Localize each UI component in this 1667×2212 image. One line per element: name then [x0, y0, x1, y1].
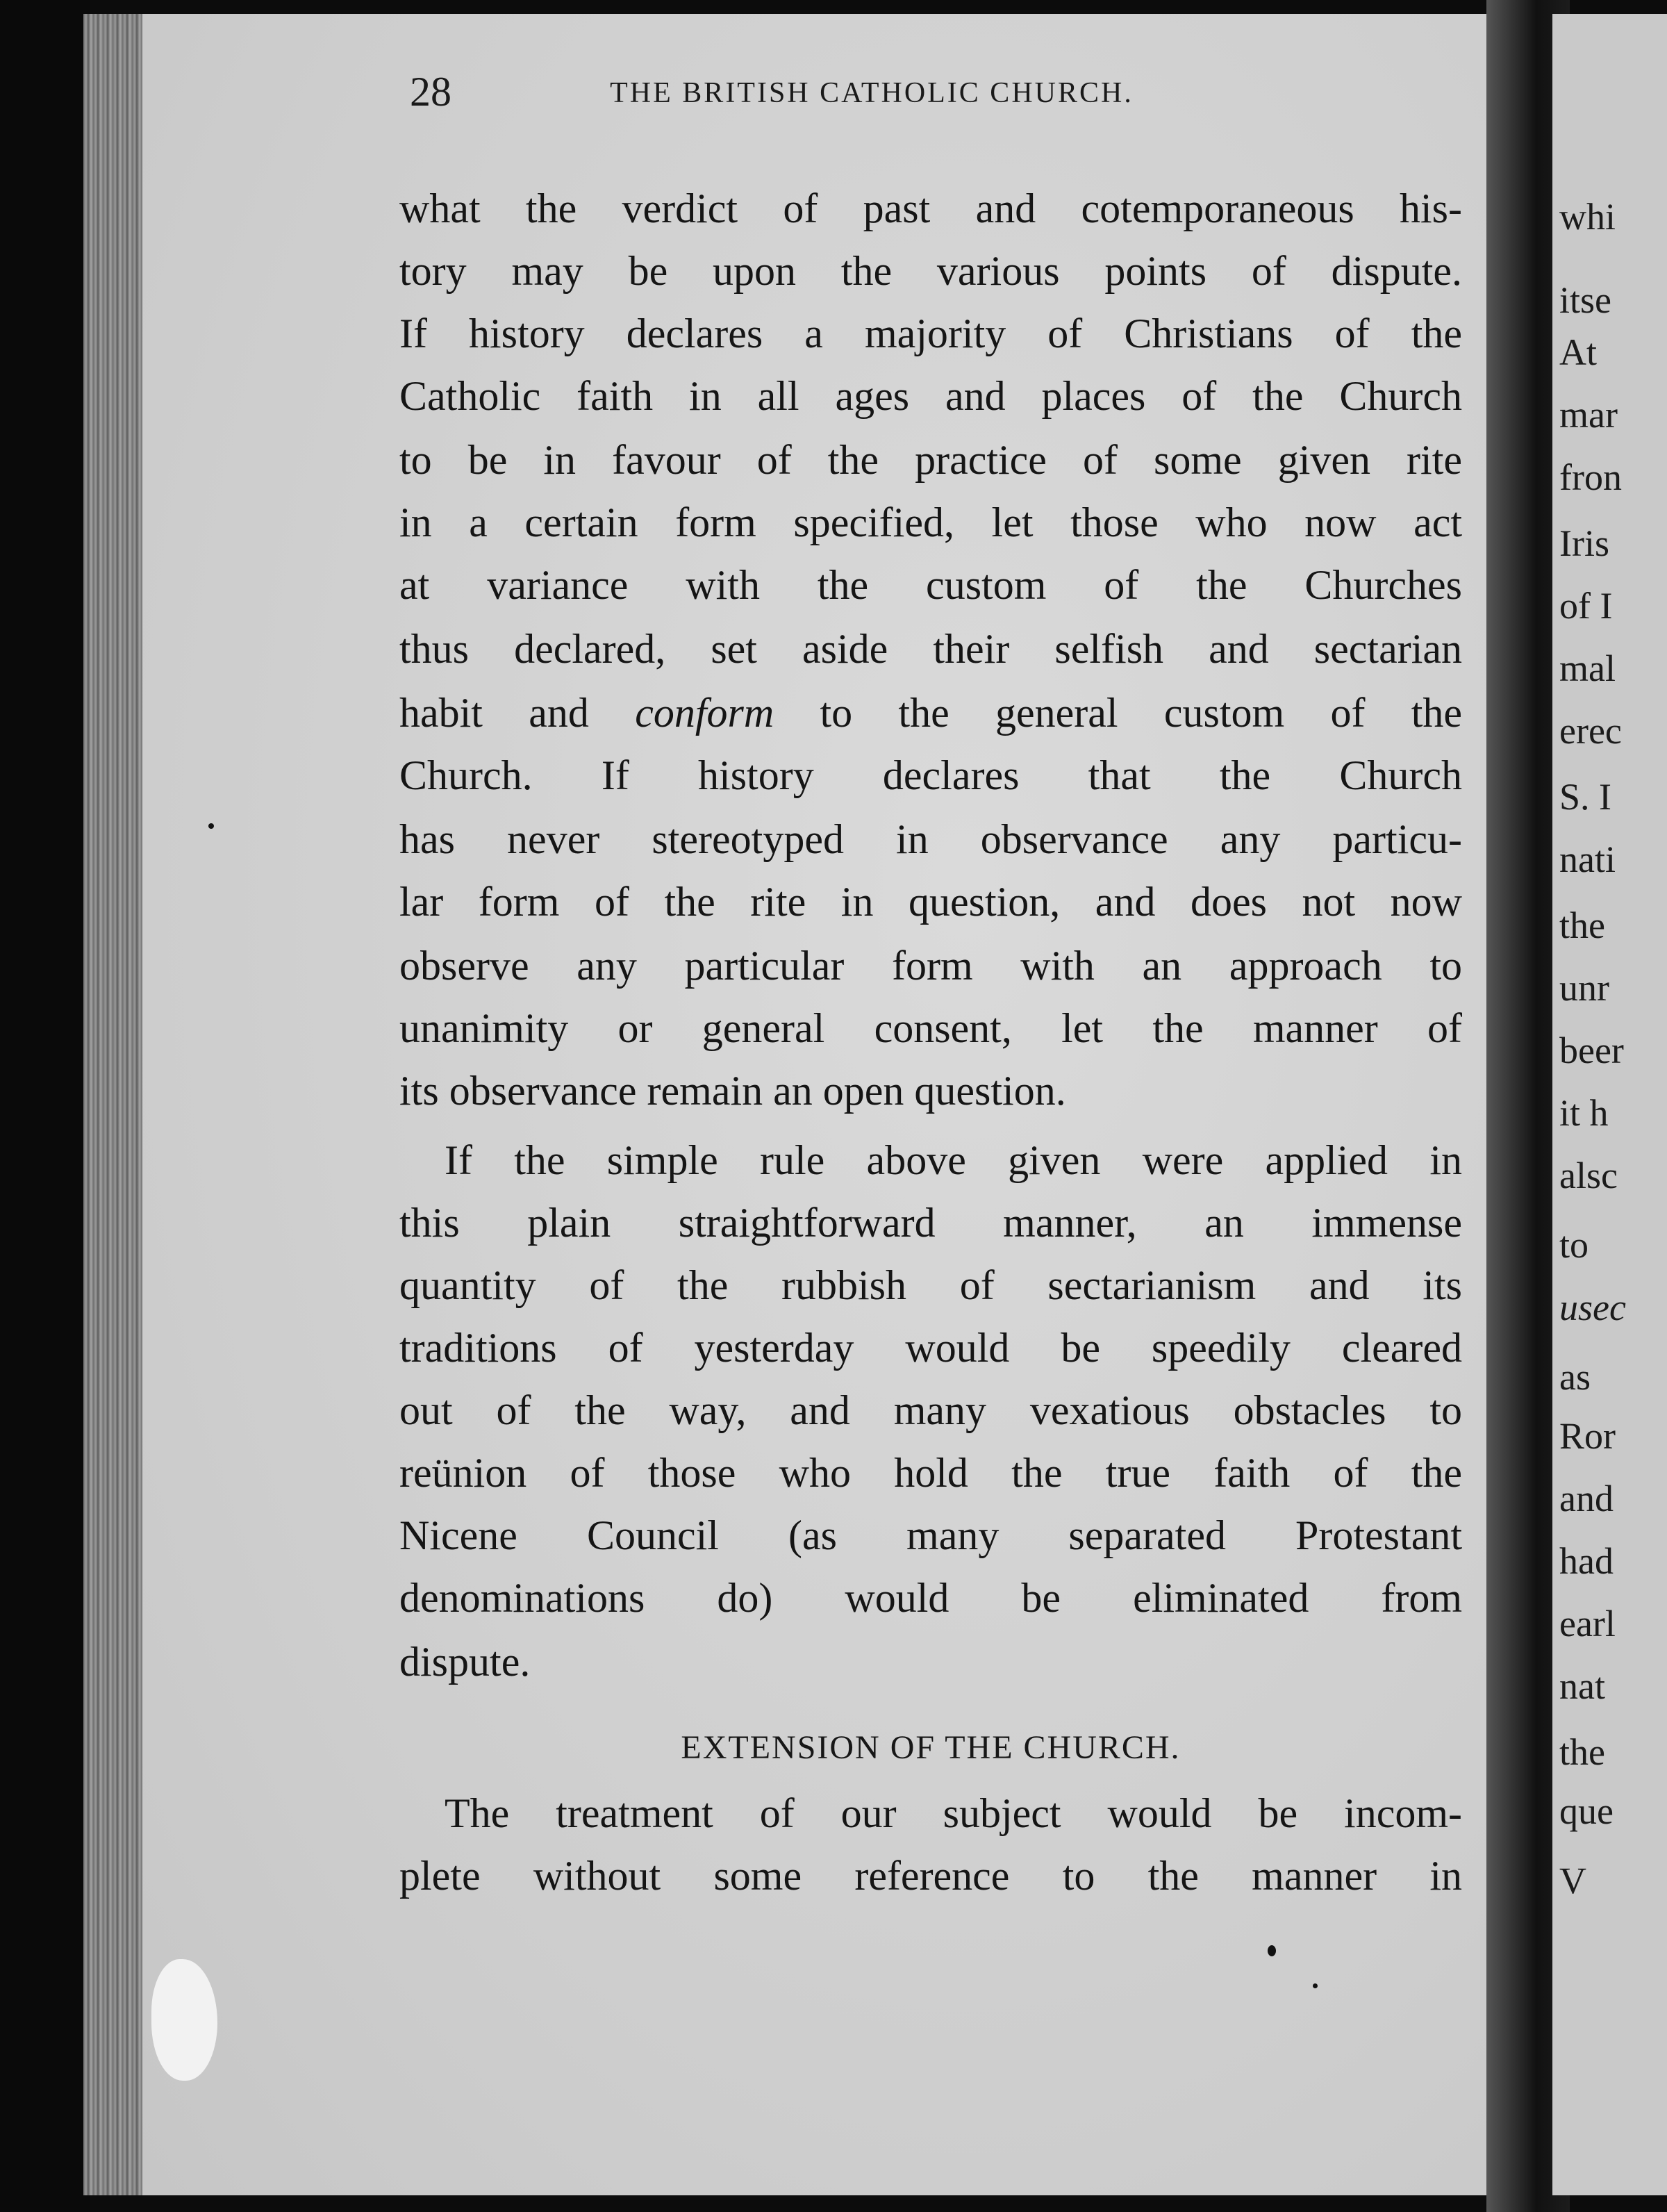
text-line: If history declares a majority of Christians of the: [399, 311, 1462, 356]
ink-speck: [1313, 1983, 1318, 1988]
page-edges: [83, 14, 149, 2195]
facing-fragment: mal: [1559, 647, 1616, 689]
ink-speck: [208, 823, 214, 829]
facing-fragment: whi: [1559, 196, 1616, 238]
text-line: Church. If history declares that the Church: [399, 752, 1462, 798]
facing-fragment: At: [1559, 331, 1597, 373]
text-line: its observance remain an open question.: [399, 1068, 1066, 1114]
text-line: [399, 692, 1462, 734]
text-line: what the verdict of past and cotemporaneous his-: [399, 185, 1462, 231]
text-line: denominations do) would be eliminated from: [399, 1575, 1462, 1621]
facing-fragment: unr: [1559, 967, 1609, 1009]
text-line: reünion of those who hold the true faith of the: [399, 1450, 1462, 1496]
facing-fragment: beer: [1559, 1030, 1624, 1071]
facing-fragment: S. I: [1559, 776, 1612, 818]
text-line: Catholic faith in all ages and places of the Church: [399, 373, 1462, 419]
text-line: to be in favour of the practice of some given rite: [399, 437, 1462, 483]
facing-fragment: nat: [1559, 1665, 1605, 1707]
facing-fragment: as: [1559, 1356, 1591, 1398]
facing-fragment: Iris: [1559, 522, 1609, 564]
facing-fragment: alsc: [1559, 1155, 1618, 1196]
text-line: plete without some reference to the manner in: [399, 1853, 1462, 1899]
facing-fragment: and: [1559, 1478, 1614, 1519]
text-line: quantity of the rubbish of sectarianism and its: [399, 1262, 1462, 1308]
text-line: tory may be upon the various points of dispute.: [399, 248, 1462, 294]
facing-fragment: itse: [1559, 279, 1611, 321]
text-line: out of the way, and many vexatious obstacles to: [399, 1387, 1462, 1433]
facing-fragment: Ror: [1559, 1415, 1616, 1457]
facing-page: [1552, 14, 1667, 2195]
facing-fragment: nati: [1559, 839, 1616, 880]
text-line: thus declared, set aside their selfish and sectarian: [399, 626, 1462, 672]
section-heading: EXTENSION OF THE CHURCH.: [681, 1729, 1181, 1766]
facing-fragment: fron: [1559, 456, 1622, 498]
facing-fragment: mar: [1559, 394, 1618, 436]
text-line: this plain straightforward manner, an immense: [399, 1200, 1462, 1246]
page-number: 28: [410, 69, 451, 115]
text-line: in a certain form specified, let those who now act: [399, 500, 1462, 545]
scan-border: [0, 0, 90, 2212]
text-line: unanimity or general consent, let the manner of: [399, 1005, 1462, 1051]
facing-fragment: of I: [1559, 585, 1613, 627]
text-line: If the simple rule above given were applied in: [445, 1137, 1462, 1183]
facing-fragment: erec: [1559, 710, 1622, 752]
text-fragment: to the general custom of the: [820, 690, 1463, 736]
text-line: Nicene Council (as many separated Protestant: [399, 1512, 1462, 1558]
ink-speck: [1268, 1945, 1276, 1956]
facing-fragment: it h: [1559, 1092, 1609, 1134]
text-line: has never stereotyped in observance any particu-: [399, 816, 1462, 862]
facing-fragment: earl: [1559, 1603, 1616, 1644]
running-head: THE BRITISH CATHOLIC CHURCH.: [610, 77, 1134, 109]
text-line: traditions of yesterday would be speedily cleared: [399, 1325, 1462, 1371]
text-line: The treatment of our subject would be incom-: [445, 1790, 1462, 1836]
text-line: lar form of the rite in question, and does not now: [399, 879, 1462, 925]
facing-fragment: V: [1559, 1860, 1586, 1901]
facing-fragment: the: [1559, 905, 1605, 946]
facing-fragment: usec: [1559, 1287, 1626, 1328]
text-fragment: habit and: [399, 690, 589, 736]
text-line: at variance with the custom of the Churches: [399, 562, 1462, 608]
facing-fragment: que: [1559, 1790, 1614, 1832]
facing-fragment: had: [1559, 1540, 1614, 1582]
text-line: dispute.: [399, 1639, 531, 1685]
facing-fragment: the: [1559, 1731, 1605, 1773]
text-line: observe any particular form with an approach to: [399, 943, 1462, 989]
emphasized-word: conform: [635, 690, 774, 736]
facing-fragment: to: [1559, 1224, 1589, 1266]
